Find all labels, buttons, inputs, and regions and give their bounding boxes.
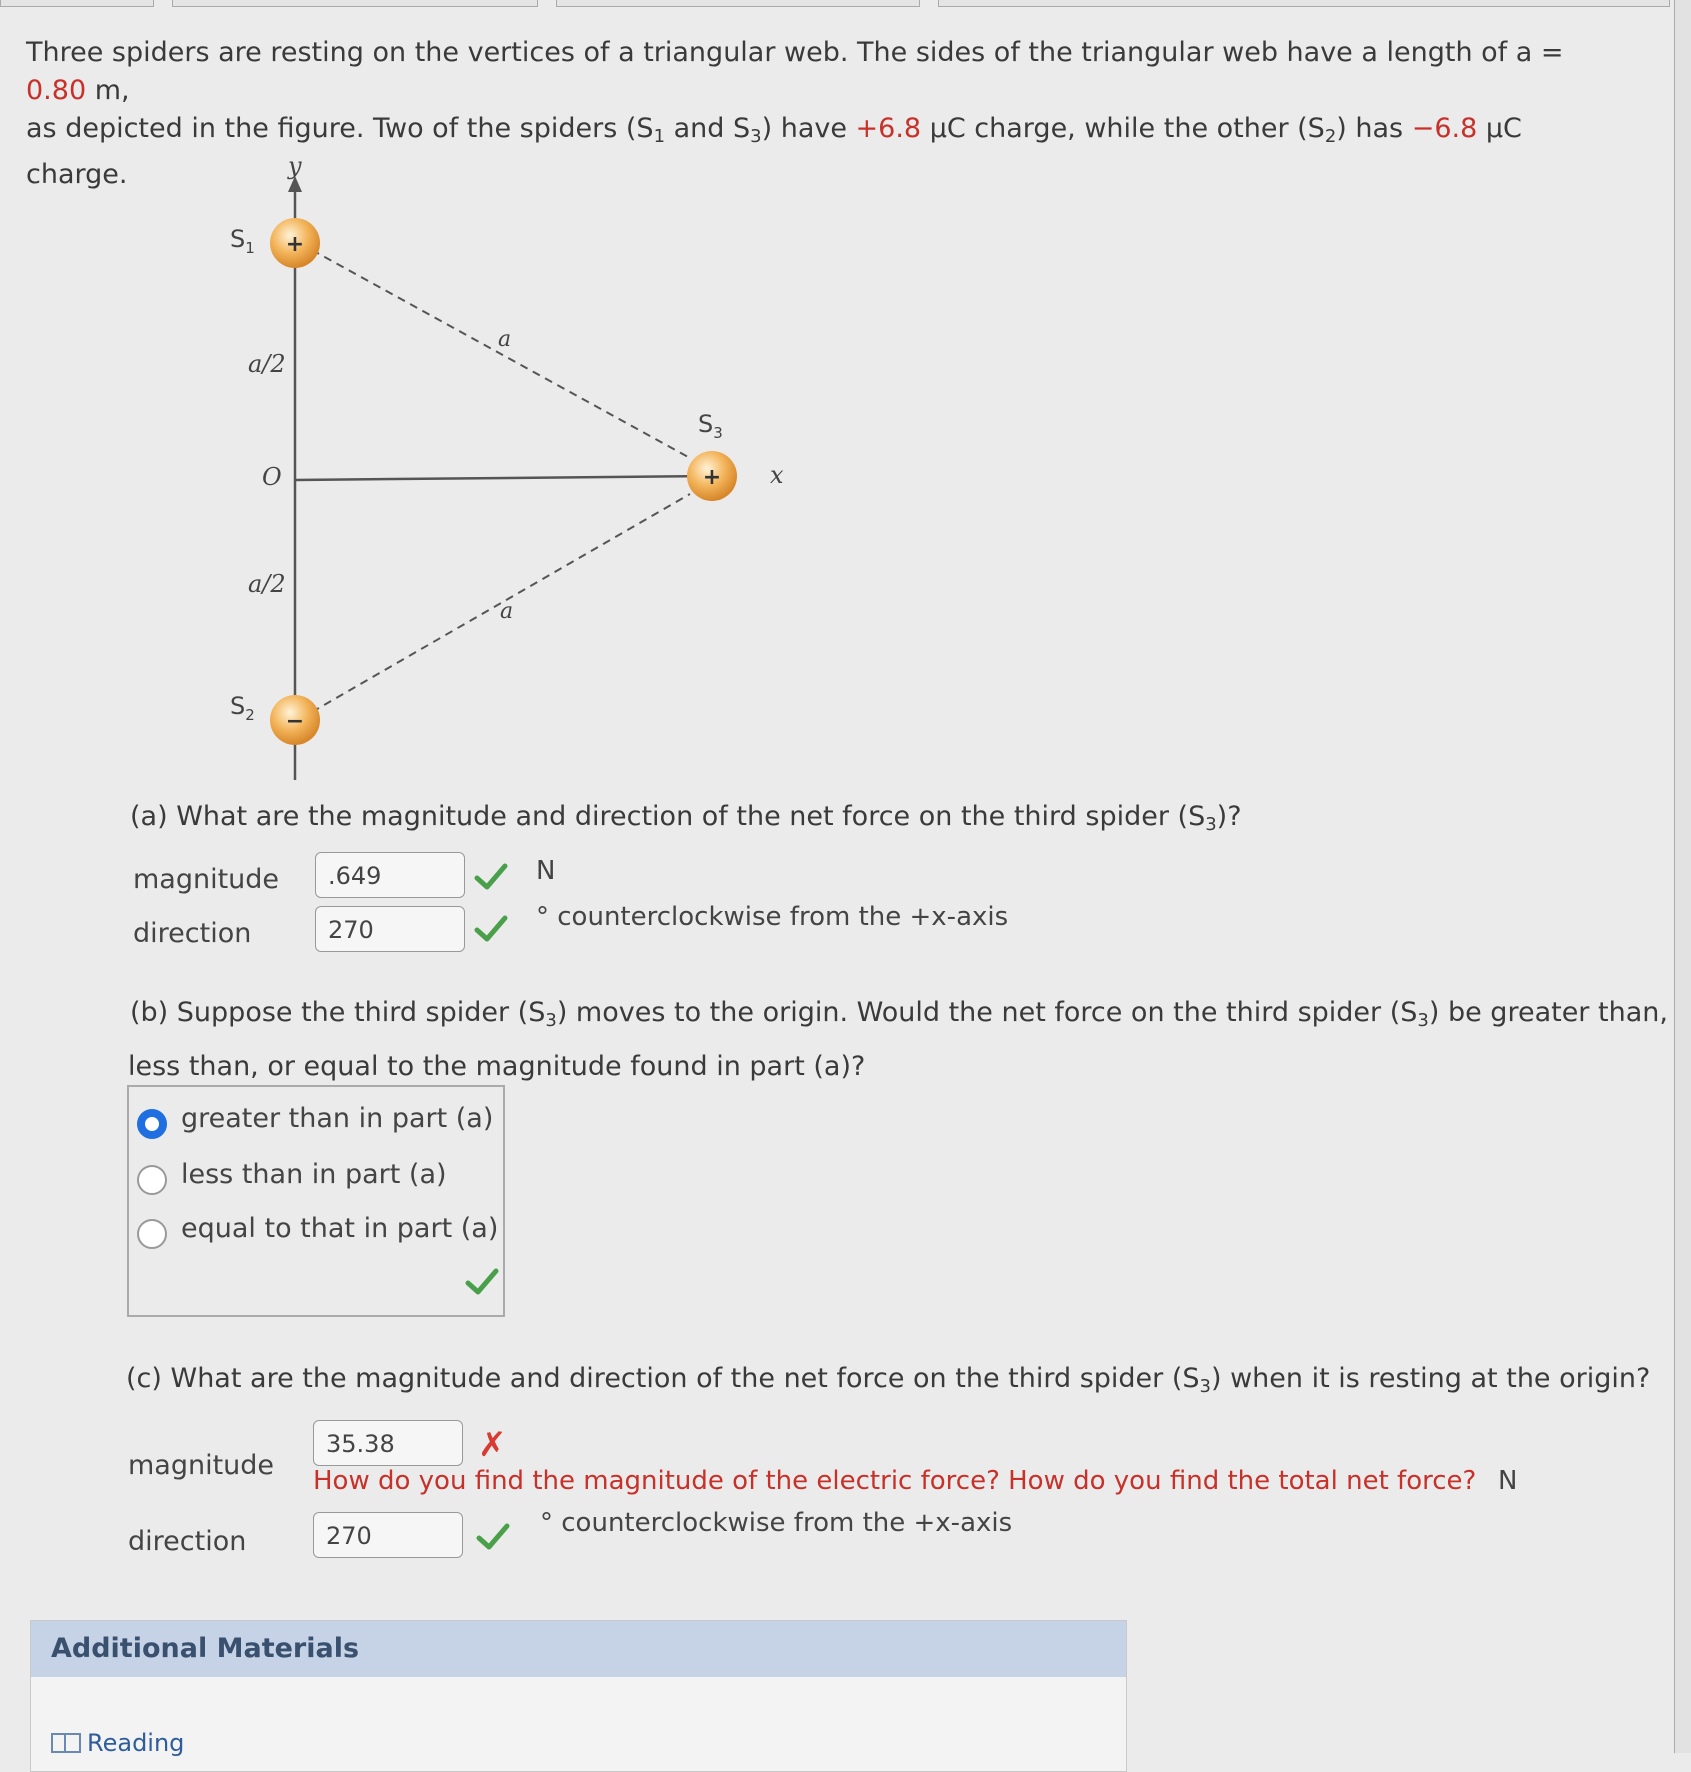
top-tabs bbox=[0, 0, 1691, 8]
part-c-question: (c) What are the magnitude and direction of the net force on the third spider $(S_3)$ when it is resting at the origin? bbox=[126, 1363, 1651, 1397]
plus-sign: + bbox=[285, 232, 305, 257]
option-less-label[interactable]: less than in part (a) bbox=[181, 1159, 447, 1190]
part-b-options bbox=[127, 1085, 505, 1317]
top-tab[interactable] bbox=[172, 0, 538, 7]
half-side-upper-label: a/2 bbox=[248, 350, 286, 378]
part-c-magnitude-unit: N bbox=[1498, 1466, 1518, 1496]
part-a-direction-input[interactable]: 270 bbox=[315, 906, 465, 952]
reading-link[interactable]: Reading bbox=[51, 1729, 184, 1757]
half-side-lower-label: a/2 bbox=[248, 570, 286, 598]
radio-equal[interactable] bbox=[137, 1219, 167, 1249]
radio-greater[interactable] bbox=[137, 1109, 167, 1139]
cross-icon: ✗ bbox=[478, 1425, 507, 1465]
check-icon bbox=[474, 862, 508, 892]
part-c-direction-label: direction bbox=[128, 1526, 247, 1557]
check-icon bbox=[474, 914, 508, 944]
part-c-direction-unit: ° counterclockwise from the +x-axis bbox=[540, 1508, 1013, 1538]
part-a-question: (a) What are the magnitude and direction of the net force on the third spider $(S_3)$? bbox=[130, 801, 1242, 835]
side-upper-label: a bbox=[498, 327, 512, 352]
top-tab[interactable] bbox=[556, 0, 920, 7]
side-s1-s3 bbox=[312, 250, 690, 458]
s2-label: $S_2$ bbox=[230, 692, 255, 724]
spider-s3 bbox=[687, 410, 737, 501]
part-c-direction-input[interactable]: 270 bbox=[313, 1512, 463, 1558]
x-axis-line bbox=[295, 476, 712, 480]
plus-sign: + bbox=[702, 465, 722, 490]
additional-materials-panel bbox=[30, 1620, 1127, 1772]
spider-s2 bbox=[230, 692, 320, 745]
part-c-magnitude-label: magnitude bbox=[128, 1450, 275, 1481]
minus-sign: − bbox=[285, 709, 305, 734]
a-value: 0.80 bbox=[26, 75, 87, 106]
scrollbar[interactable] bbox=[1674, 0, 1691, 1753]
spider-s1 bbox=[230, 218, 320, 268]
x-axis-label: x bbox=[770, 461, 784, 489]
option-greater-label[interactable]: greater than in part (a) bbox=[181, 1103, 494, 1134]
check-icon bbox=[476, 1522, 510, 1552]
top-tab[interactable] bbox=[0, 0, 154, 7]
book-icon bbox=[51, 1733, 81, 1753]
negative-charge: −6.8 bbox=[1411, 113, 1478, 144]
part-a-direction-unit: ° counterclockwise from the +x-axis bbox=[536, 902, 1009, 932]
part-a-magnitude-unit: N bbox=[536, 856, 556, 886]
y-axis-label: y bbox=[288, 152, 302, 180]
part-b-question-line2: less than, or equal to the magnitude found in part (a)? bbox=[128, 1051, 866, 1082]
problem-statement: Three spiders are resting on the vertices of a triangular web. The sides of the triangular web have a length of a = 0.80 m, as depicted in the figure. Two of the spiders ($S_1$ and $S_3$) have +6.8 μC charge, while the other $(S_2)$ has −6.8 μC charge. bbox=[26, 37, 1564, 190]
option-equal-label[interactable]: equal to that in part (a) bbox=[181, 1213, 499, 1244]
side-lower-label: a bbox=[500, 599, 514, 624]
origin-label: O bbox=[262, 463, 282, 491]
s1-label: $S_1$ bbox=[230, 225, 255, 257]
triangle-web-figure bbox=[200, 140, 820, 790]
part-a-magnitude-input[interactable]: .649 bbox=[315, 852, 465, 898]
part-c-magnitude-input[interactable]: 35.38 bbox=[313, 1420, 463, 1466]
top-tab[interactable] bbox=[938, 0, 1670, 7]
part-a-direction-label: direction bbox=[133, 918, 252, 949]
part-c-hint: How do you find the magnitude of the electric force? How do you find the total net force? bbox=[313, 1466, 1477, 1496]
check-icon bbox=[465, 1267, 499, 1297]
radio-less[interactable] bbox=[137, 1165, 167, 1195]
additional-materials-title: Additional Materials bbox=[31, 1621, 1126, 1677]
s3-label: $S_3$ bbox=[698, 410, 723, 442]
part-b-question-line1: (b) Suppose the third spider $(S_3)$ moves to the origin. Would the net force on the third spider $(S_3)$ be greater than, bbox=[130, 997, 1668, 1031]
part-a-magnitude-label: magnitude bbox=[133, 864, 280, 895]
positive-charge: +6.8 bbox=[855, 113, 922, 144]
